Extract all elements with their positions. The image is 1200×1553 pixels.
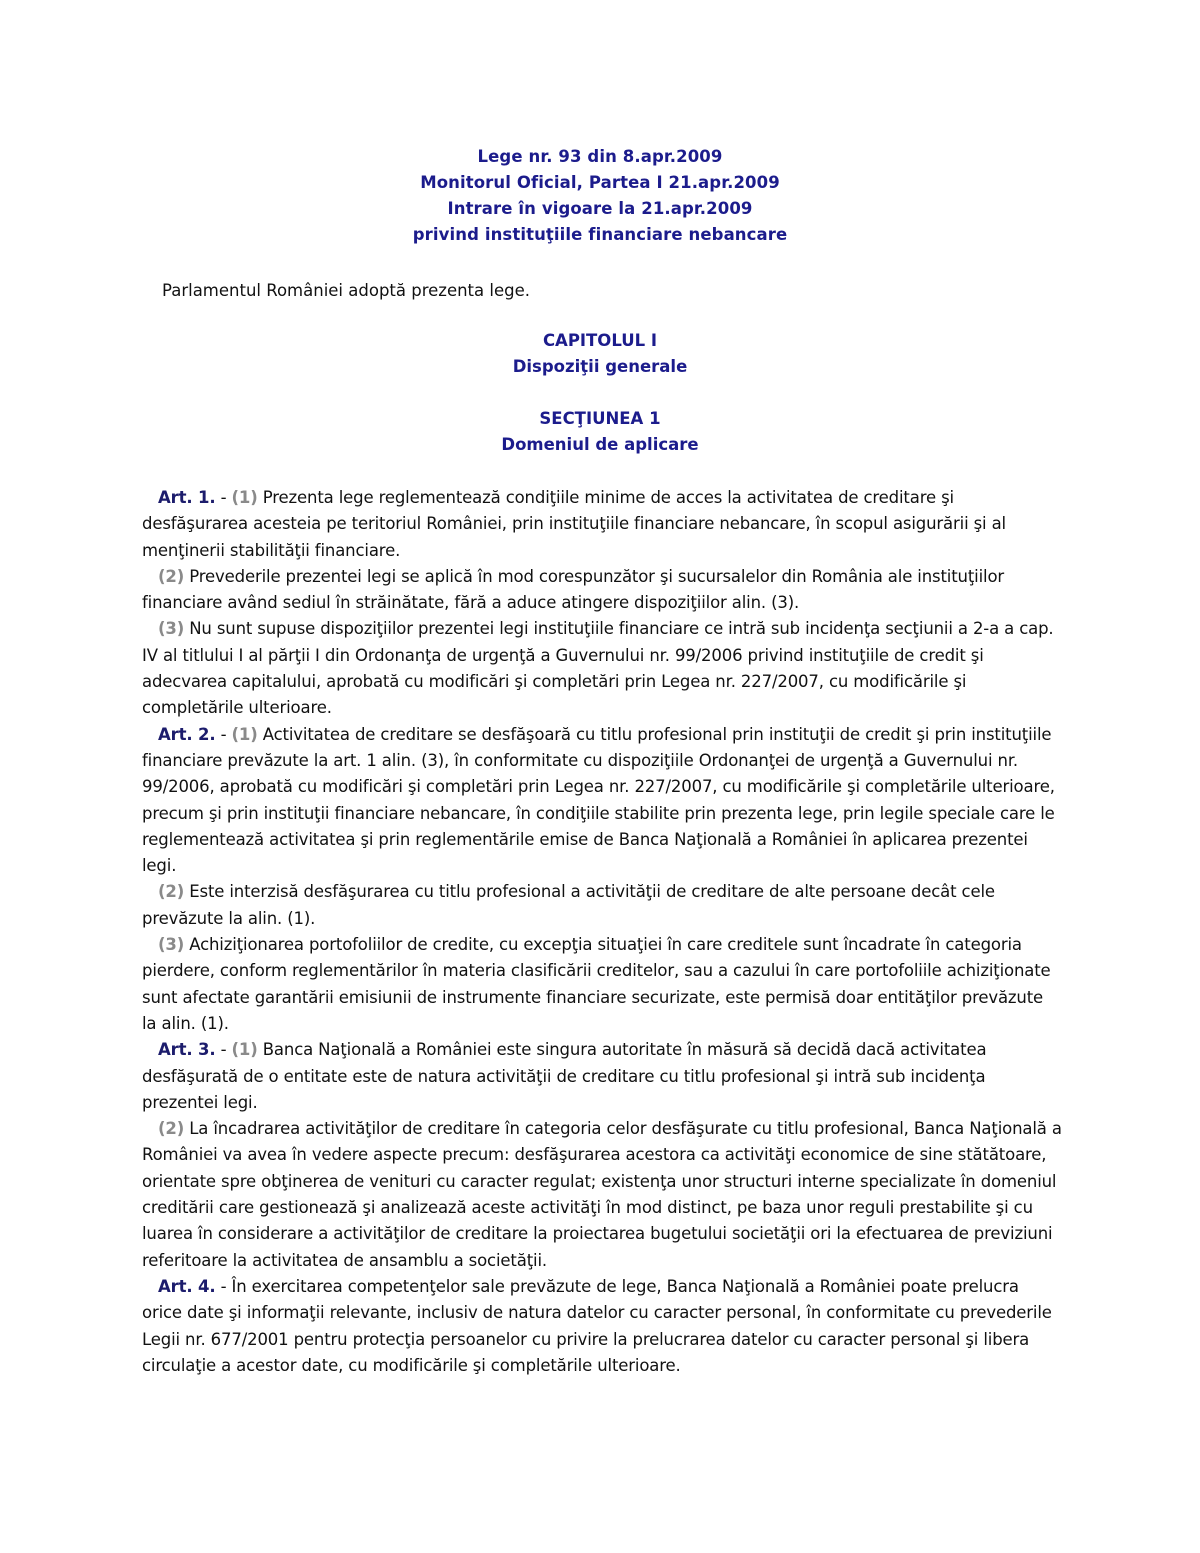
art2-para3 [142,932,1062,1037]
paragraph-text: Prezenta lege reglementează condiţiile minime de acces la activitatea de creditare şi desfăşurarea acesteia pe teritoriul României, prin instituţiile financiare nebancare, în scopul asigurării şi al menţinerii stabilităţii financiare. [142,488,1006,560]
chapter-label: CAPITOLUL I [542,331,658,350]
paragraph-text: Banca Naţională a României este singura autoritate în măsură să decidă dacă activitatea desfăşurată de o entitate este de natura activităţii de creditare cu titlu profesional şi intră sub incidenţa prezentei legi. [142,1040,987,1112]
law-subject: privind instituţiile financiare nebancare [412,225,788,244]
paragraph-number: (1) [231,724,258,744]
art1-para2 [142,564,1062,617]
intro-text: Parlamentul României adoptă prezenta lege. [162,281,530,300]
art2-para2 [142,879,1062,932]
section-label: SECŢIUNEA 1 [539,409,661,428]
law-number: Lege nr. 93 din 8.apr.2009 [477,147,723,166]
paragraph-number: (2) [158,1119,185,1139]
art3-para2 [142,1116,1062,1274]
article-label: Art. 3. [158,1040,216,1060]
chapter-heading [0,328,1200,380]
paragraph-text: Achiziţionarea portofoliilor de credite, cu excepţia situaţiei în care creditele sunt încadrate în categoria pierdere, conform reglementărilor în materia clasificării creditelor, sau a cazului în care portofoliile achiziţionate sunt afectate garantării emisiunii de instrumente financiare securizate, este permisă doar entităţilor prevăzute la alin. (1). [142,935,1051,1033]
paragraph-number: (1) [231,1040,258,1060]
law-header [0,144,1200,248]
in-force-date: Intrare în vigoare la 21.apr.2009 [447,199,753,218]
paragraph-number: (2) [158,882,185,902]
section-heading [0,406,1200,458]
art3-para1: Art. 3. - (1) Banca Naţională a României este singura autoritate în măsură să decidă dacă activitatea desfăşurată de o entitate este de natura activităţii de creditare cu titlu profesional şi intră sub incidenţa prezentei legi. [142,1040,987,1112]
paragraph-text: Activitatea de creditare se desfăşoară cu titlu profesional prin instituţii de credit şi prin instituţiile financiare prevăzute la art. 1 alin. (3), în conformitate cu dispoziţiile Ordonanţei de urgenţă a Guvernului nr. 99/2006, aprobată cu modificări şi completări prin Legea nr. 227/2007, cu modificările şi completările ulterioare, precum şi prin instituţii financiare nebancare, în condiţiile stabilite prin prezenta lege, prin legile speciale care le reglementează activitatea şi prin reglementările emise de Banca Naţională a României în aplicarea prezentei legi. [142,724,1055,876]
paragraph-text: La încadrarea activităţilor de creditare în categoria celor desfăşurate cu titlu profesional, Banca Naţională a României va avea în vedere aspecte precum: desfăşurarea acestora ca activităţi economice de sine stătătoare, orientate spre obţinerea de venituri cu caracter regulat; existenţa unor structuri interne specializate în domeniul creditării care gestionează şi analizează aceste activităţi în mod distinct, pe baza unor reguli prestabilite şi cu luarea în considerare a activităţilor de creditare la proiectarea bugetului societăţii ori la efectuarea de previziuni referitoare la activitatea de ansamblu a societăţii. [142,1119,1062,1270]
paragraph-number: (2) [158,566,185,586]
article-label: Art. 4. [158,1276,216,1296]
article-label: Art. 1. [158,488,216,507]
article-label: Art. 2. [158,724,216,744]
art1-para3 [142,616,1062,721]
paragraph-text: Nu sunt supuse dispoziţiilor prezentei legi instituţiile financiare ce intră sub incidenţa secţiunii a 2-a a cap. IV al titlului I al părţii I din Ordonanţa de urgenţă a Guvernului nr. 99/2006 privind instituţiile de credit şi adecvarea capitalului, aprobată cu modificări şi completări prin Legea nr. 227/2007, cu modificările şi completările ulterioare. [142,619,1054,718]
chapter-title: Dispoziţii generale [512,357,688,376]
official-monitor: Monitorul Oficial, Partea I 21.apr.2009 [420,173,780,192]
paragraph-text: Prevederile prezentei legi se aplică în mod corespunzător şi sucursalelor din România ale instituţiilor financiare având sediul în străinătate, fără a aduce atingere dispoziţiilor alin. (3). [142,566,1005,613]
paragraph-number: (3) [158,935,185,955]
paragraph-number: (3) [158,619,185,639]
paragraph-text: În exercitarea competenţelor sale prevăzute de lege, Banca Naţională a României poate prelucra orice date şi informaţii relevante, inclusiv de natura datelor cu caracter personal, în conformitate cu prevederile Legii nr. 677/2001 pentru protecţia persoanelor cu privire la prelucrarea datelor cu caracter personal şi libera circulaţie a acestor date, cu modificările şi completările ulterioare. [142,1276,1052,1375]
paragraph-number: (1) [231,488,258,507]
art2-para1: Art. 2. - (1) Activitatea de creditare se desfăşoară cu titlu profesional prin instituţii de credit şi prin instituţiile financiare prevăzute la art. 1 alin. (3), în conformitate cu dispoziţiile Ordonanţei de urgenţă a Guvernului nr. 99/2006, aprobată cu modificări şi completări prin Legea nr. 227/2007, cu modificările şi completările ulterioare, precum şi prin instituţii financiare nebancare, în condiţiile stabilite prin prezenta lege, prin legile speciale care le reglementează activitatea şi prin reglementările emise de Banca Naţională a României în aplicarea prezentei legi. [142,724,1055,876]
art4-para: Art. 4. - În exercitarea competenţelor sale prevăzute de lege, Banca Naţională a României poate prelucra orice date şi informaţii relevante, inclusiv de natura datelor cu caracter personal, în conformitate cu prevederile Legii nr. 677/2001 pentru protecţia persoanelor cu privire la prelucrarea datelor cu caracter personal şi libera circulaţie a acestor date, cu modificările şi completările ulterioare. [142,1276,1052,1375]
articles-body [142,485,1062,1379]
art1-para1: Art. 1. - (1) Prezenta lege reglementează condiţiile minime de acces la activitatea de creditare şi desfăşurarea acesteia pe teritoriul României, prin instituţiile financiare nebancare, în scopul asigurării şi al menţinerii stabilităţii financiare. [142,488,1006,560]
section-title: Domeniul de aplicare [501,435,699,454]
paragraph-text: Este interzisă desfăşurarea cu titlu profesional a activităţii de creditare de alte persoane decât cele prevăzute la alin. (1). [142,882,995,928]
